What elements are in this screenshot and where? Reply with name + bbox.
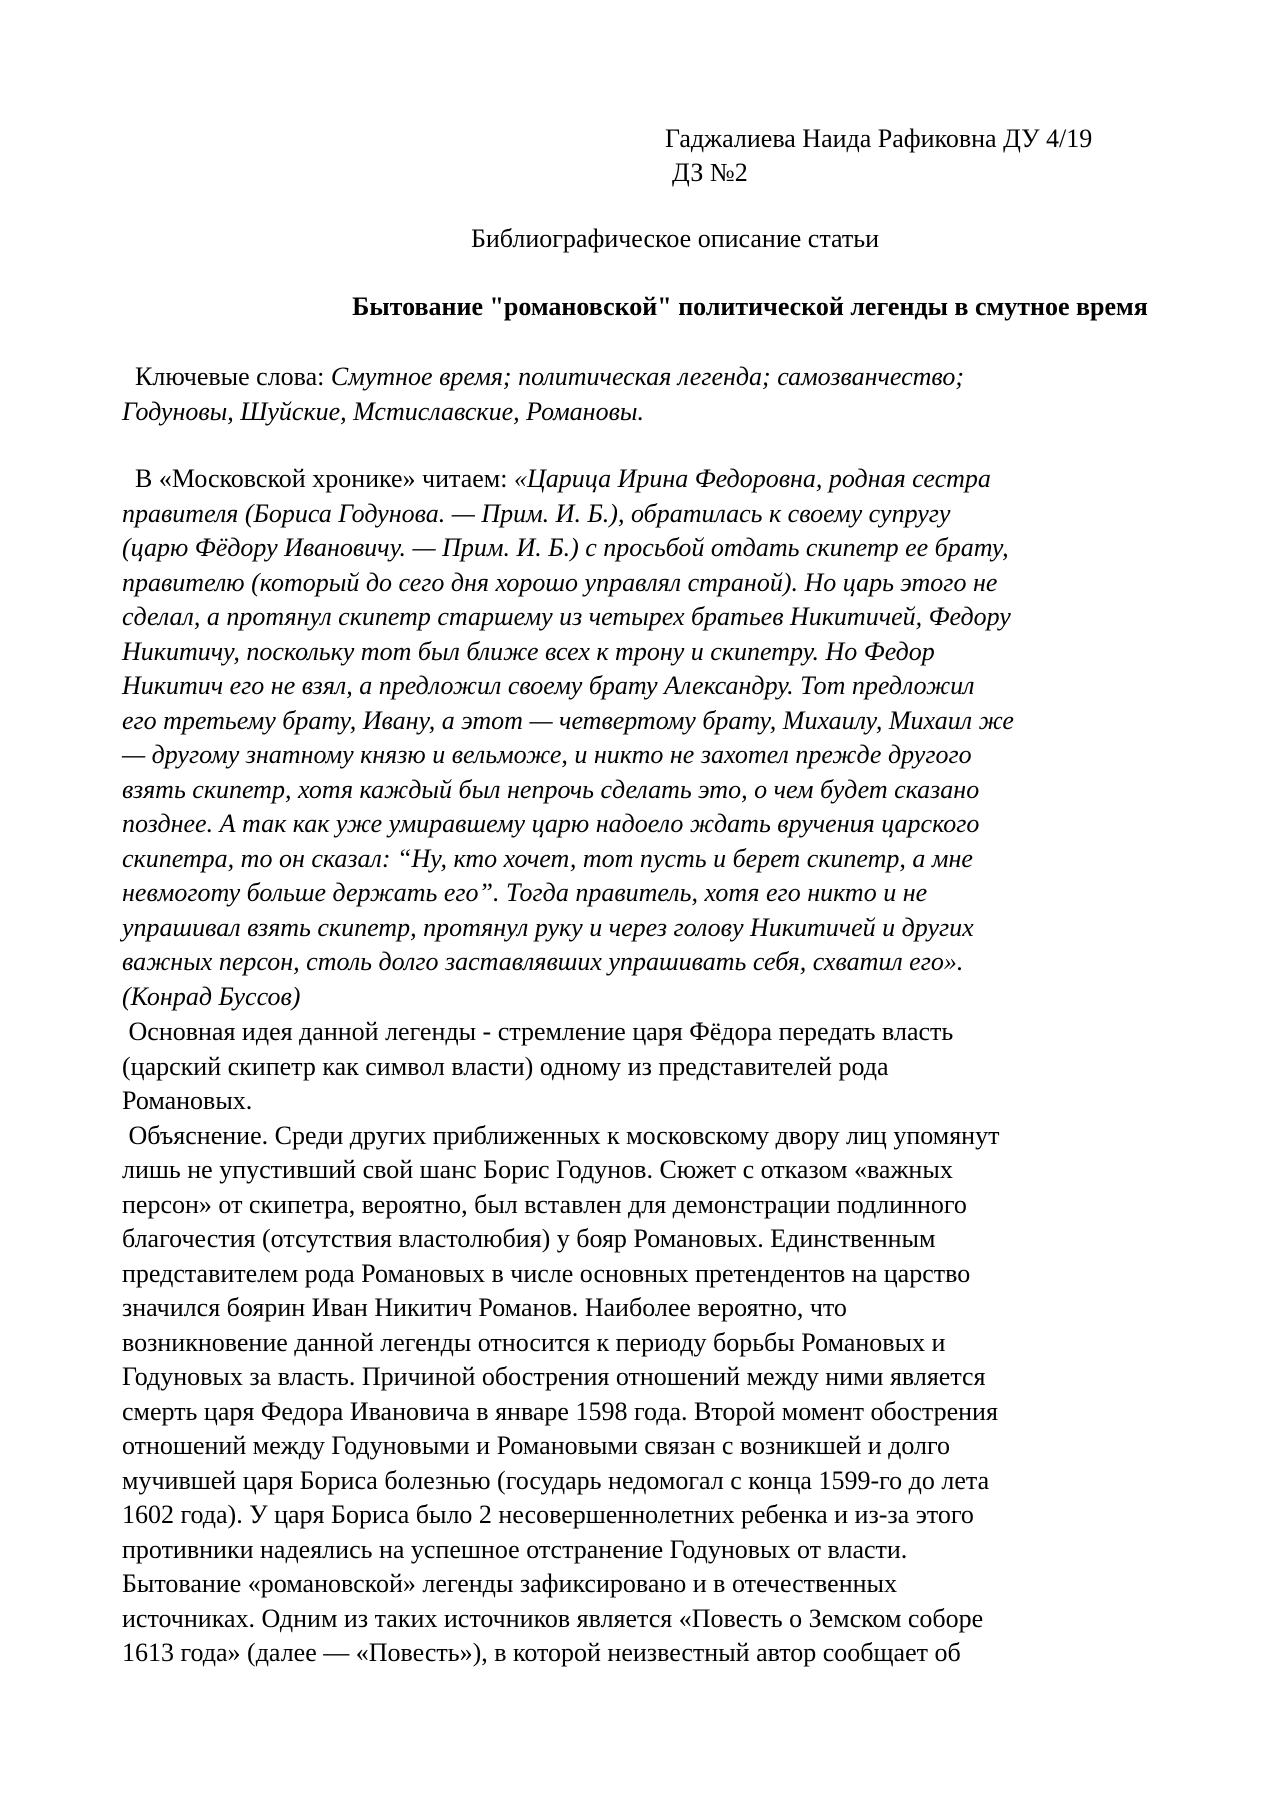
- quote-line: позднее. А так как уже умиравшему царю надоело ждать вручения царского: [122, 809, 980, 838]
- keywords-italic-1: Смутное время; политическая легенда; самозванчество;: [330, 362, 964, 391]
- main-line: представителем рода Романовых в числе основных претендентов на царство: [122, 1258, 971, 1288]
- document-subtitle: Библиографическое описание статьи: [470, 224, 880, 253]
- quote-line: сделал, а протянул скипетр старшему из четырех братьев Никитичей, Федору: [122, 602, 1011, 631]
- main-line: мучившей царя Бориса болезнью (государь недомогал с конца 1599-го до лета: [122, 1465, 990, 1495]
- quote-source: (Конрад Буссов): [122, 981, 301, 1011]
- quote-line: (царю Фёдору Ивановичу. — Прим. И. Б.) с просьбой отдать скипетр ее брату,: [122, 533, 1009, 562]
- main-line: возникновение данной легенды относится к периоду борьбы Романовых и: [122, 1327, 946, 1357]
- main-line: отношений между Годуновыми и Романовыми связан с возникшей и долго: [122, 1431, 951, 1460]
- assignment-line: ДЗ №2: [672, 158, 748, 187]
- quote-paragraph: [122, 462, 1162, 1014]
- main-line: источниках. Одним из таких источников является «Повесть о Земском соборе: [122, 1603, 984, 1633]
- main-line: смерть царя Федора Ивановича в январе 1598 года. Второй момент обострения: [122, 1396, 998, 1426]
- main-line: 1602 года). У царя Бориса было 2 несовершеннолетних ребенка и из-за этого: [122, 1500, 974, 1529]
- quote-line: невмоготу больше держать его”. Тогда правитель, хотя его никто и не: [122, 878, 928, 907]
- quote-line: Никитич его не взял, а предложил своему брату Александру. Тот предложил: [122, 671, 975, 700]
- quote-line: Никитичу, поскольку тот был ближе всех к трону и скипетру. Но Федор: [122, 636, 935, 666]
- article-title: Бытование "романовской" политической легенды в смутное время: [352, 292, 1148, 321]
- quote-line: скипетра, то он сказал: “Ну, кто хочет, тот пусть и берет скипетр, а мне: [122, 843, 973, 873]
- quote-line: — другому знатному князю и вельможе, и никто не захотел прежде другого: [122, 740, 972, 769]
- quote-line: важных персон, столь долго заставлявших упрашивать себя, схватил его».: [122, 947, 964, 976]
- main-line: Бытование «романовской» легенды зафиксировано и в отечественных: [122, 1569, 897, 1598]
- quote-text: «Царица Ирина Федоровна, родная сестра: [513, 464, 991, 493]
- keywords-line-1: [122, 360, 1162, 395]
- main-line: благочестия (отсутствия властолюбия) у бояр Романовых. Единственным: [122, 1224, 936, 1253]
- quote-line: [122, 462, 1162, 497]
- quote-intro: В «Московской хронике» читаем:: [122, 464, 514, 493]
- main-line: (царский скипетр как символ власти) одному из представителей рода: [122, 1051, 889, 1081]
- main-line: значился боярин Иван Никитич Романов. Наиболее вероятно, что: [122, 1293, 847, 1322]
- main-line: Годуновых за власть. Причиной обострения отношений между ними является: [122, 1362, 986, 1391]
- main-line: 1613 года» (далее — «Повесть»), в которой неизвестный автор сообщает об: [122, 1638, 961, 1667]
- main-line: Основная идея данной легенды - стремление царя Фёдора передать власть: [122, 1017, 954, 1046]
- quote-line: правителя (Бориса Годунова. — Прим. И. Б.), обратилась к своему супругу: [122, 498, 951, 528]
- quote-line: упрашивал взять скипетр, протянул руку и через голову Никитичей и других: [122, 912, 974, 942]
- main-line: персон» от скипетра, вероятно, был вставлен для демонстрации подлинного: [122, 1189, 967, 1219]
- quote-line: правителю (который до сего дня хорошо управлял страной). Но царь этого не: [122, 567, 998, 597]
- main-line: лишь не упустивший свой шанс Борис Годунов. Сюжет с отказом «важных: [122, 1155, 953, 1184]
- main-line: противники надеялись на успешное отстранение Годуновых от власти.: [122, 1534, 908, 1564]
- keywords-label: Ключевые слова:: [122, 362, 331, 391]
- keywords-line-2: Годуновы, Шуйские, Мстиславские, Романовы.: [122, 396, 644, 426]
- keywords-paragraph: [122, 360, 1162, 429]
- author-line: Гаджалиева Наида Рафиковна ДУ 4/19: [665, 124, 1093, 153]
- quote-line: его третьему брату, Ивану, а этот — четвертому брату, Михаилу, Михаил же: [122, 705, 1014, 735]
- main-text: [122, 1015, 1162, 1671]
- main-line: Романовых.: [122, 1086, 253, 1115]
- quote-line: взять скипетр, хотя каждый был непрочь сделать это, о чем будет сказано: [122, 774, 980, 804]
- main-line: Объяснение. Среди других приближенных к московскому двору лиц упомянут: [122, 1120, 1000, 1150]
